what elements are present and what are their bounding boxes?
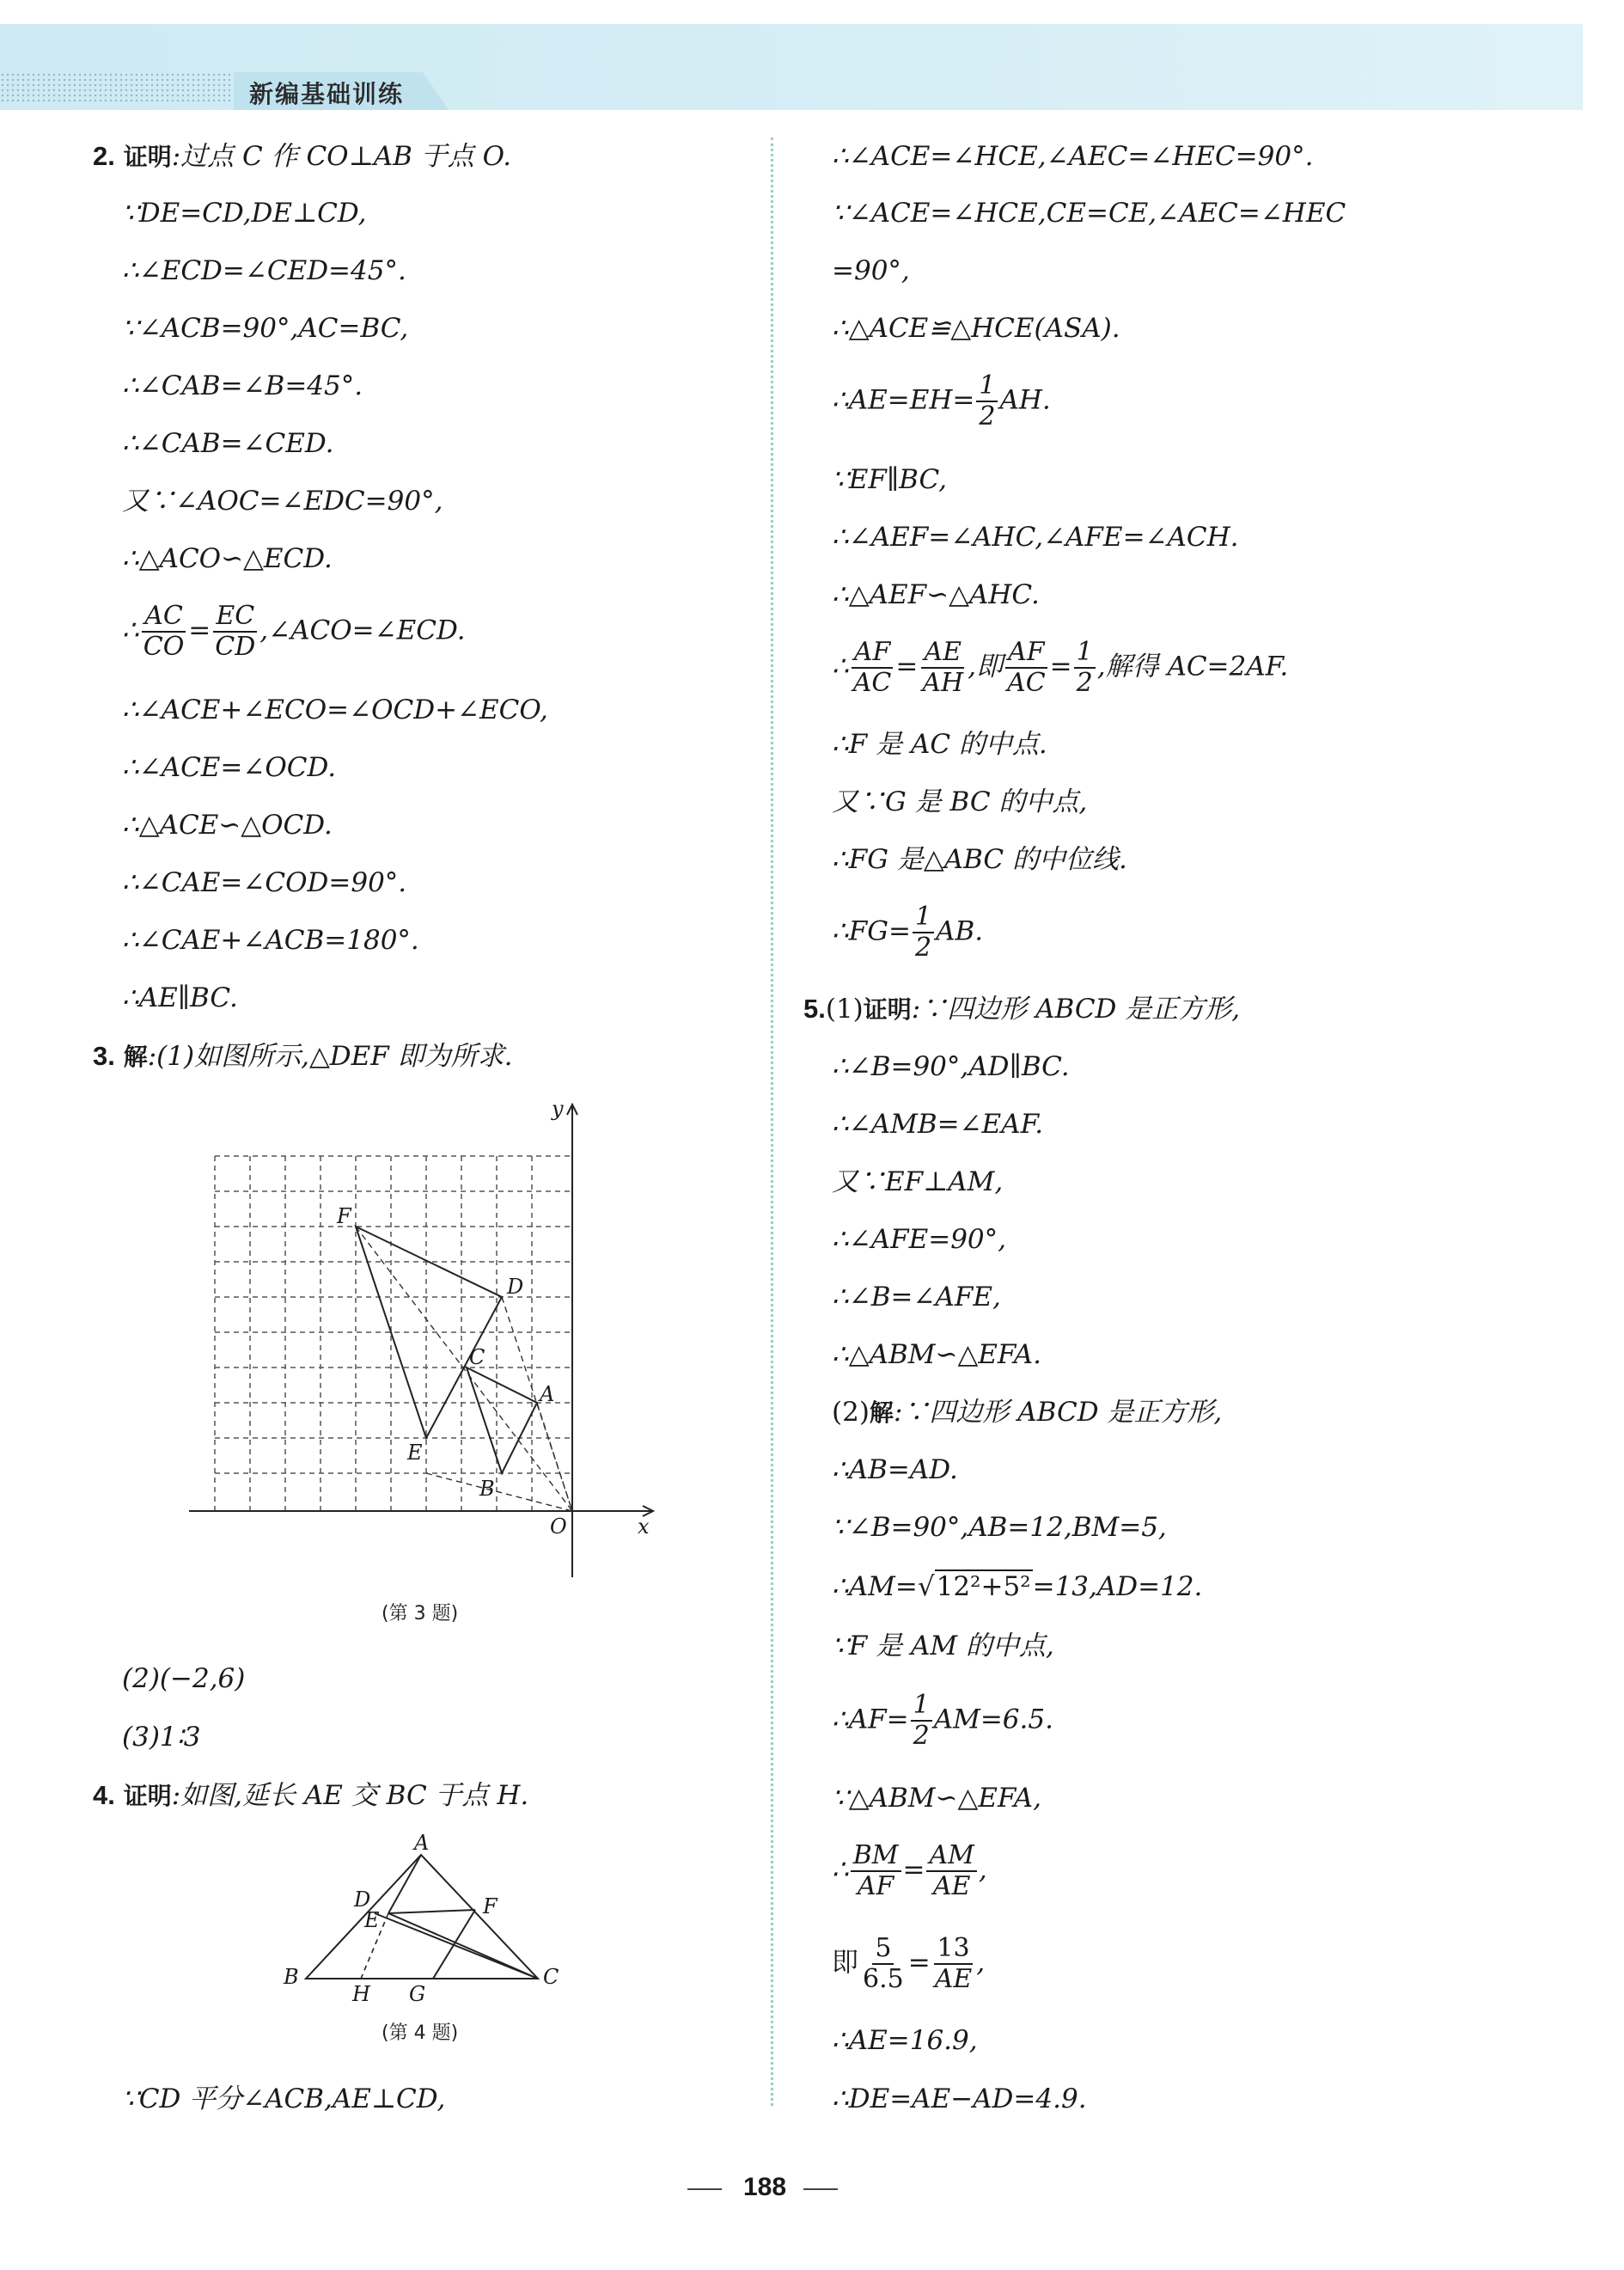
fraction: $\frac{1}{2}$ <box>976 371 998 431</box>
q4-caption: (第 4 题) <box>382 2022 459 2044</box>
q4c-line-2: ∵∠ACE=∠HCE,CE=CE,∠AEC=∠HEC <box>832 198 1346 229</box>
q4c-line-4: ∴△ACE≌△HCE(ASA). <box>832 313 1120 344</box>
label-y: y <box>552 1097 564 1121</box>
q4c-line-11: 又∵G 是 BC 的中点, <box>832 786 1088 817</box>
q2-line-9: ∴ $\frac{AC}{CO}$ = $\frac{EC}{CD}$ ,∠ACO=∠ECD. <box>122 601 466 662</box>
q2-line-15: ∴AE∥BC. <box>122 982 238 1013</box>
q2-line-10: ∴∠ACE+∠ECO=∠OCD+∠ECO, <box>122 694 548 725</box>
q2-line-7: 又∵∠AOC=∠EDC=90°, <box>122 486 443 517</box>
label-D: D <box>507 1275 524 1299</box>
segment-DC <box>375 1913 538 1979</box>
q4-line-1: 4. 证明:如图,延长 AE 交 BC 于点 H. <box>93 1780 529 1811</box>
q3-triangles <box>356 1227 537 1473</box>
label-F: F <box>337 1204 351 1228</box>
q3-grid <box>215 1156 572 1511</box>
label-O: O <box>550 1514 567 1539</box>
label-x: x <box>638 1514 650 1539</box>
label-B: B <box>284 1965 299 1989</box>
q5-line-2: ∴∠B=90°,AD∥BC. <box>832 1051 1070 1082</box>
q5-line-4: 又∵EF⊥AM, <box>832 1166 1004 1197</box>
q5-line-13: ∴AF= $\frac{1}{2}$ AM=6.5. <box>832 1690 1053 1751</box>
q3-line-1: 3. 解:(1)如图所示,△DEF 即为所求. <box>93 1041 513 1072</box>
q5-line-16: 即 $\frac{5}{6.5}$ = $\frac{13}{AE}$ , <box>832 1933 986 1994</box>
label-C: C <box>543 1965 559 1989</box>
q2-line-14: ∴∠CAE+∠ACB=180°. <box>122 925 419 956</box>
q3-part-3: (3)1∶3 <box>122 1722 201 1753</box>
q2-line-2: ∵DE=CD,DE⊥CD, <box>122 198 367 229</box>
q2-line-5: ∴∠CAB=∠B=45°. <box>122 370 363 401</box>
q4-line-2: ∵CD 平分∠ACB,AE⊥CD, <box>122 2083 446 2114</box>
q5-line-8: (2)解:∵四边形 ABCD 是正方形, <box>832 1397 1223 1428</box>
label-E: E <box>407 1441 423 1465</box>
fraction: $\frac{AF}{AC}$ <box>852 637 892 698</box>
q5-line-17: ∴AE=16.9, <box>832 2025 978 2056</box>
header-dot-pattern <box>0 72 232 103</box>
label-A: A <box>540 1382 555 1406</box>
q4c-line-12: ∴FG 是△ABC 的中位线. <box>832 844 1127 875</box>
q4c-line-8: ∴△AEF∽△AHC. <box>832 579 1040 610</box>
fraction: $\frac{AC}{CO}$ <box>143 601 185 662</box>
fraction: $\frac{AE}{AH}$ <box>922 637 964 698</box>
fraction: $\frac{5}{6.5}$ <box>863 1933 904 1994</box>
q2-line-8: ∴△ACO∽△ECD. <box>122 543 333 574</box>
q5-line-11: ∴AM=√12²+5²=13,AD=12. <box>832 1571 1203 1602</box>
q5-line-15: ∴ $\frac{BM}{AF}$ = $\frac{AM}{AE}$ , <box>832 1840 987 1901</box>
segment-EF <box>388 1910 475 1913</box>
q2-line-4: ∵∠ACB=90°,AC=BC, <box>122 313 409 344</box>
q2-line-3: ∴∠ECD=∠CED=45°. <box>122 255 406 286</box>
fraction: $\frac{1}{2}$ <box>1074 638 1096 698</box>
label-E: E <box>364 1908 380 1932</box>
sqrt-sign: √ <box>917 1571 935 1602</box>
q4c-line-13: ∴FG= $\frac{1}{2}$ AB. <box>832 902 984 963</box>
q4c-line-5: ∴AE=EH= $\frac{1}{2}$ AH. <box>832 370 1051 431</box>
q3-part-2: (2)(−2,6) <box>122 1663 246 1694</box>
fraction: $\frac{AM}{AE}$ <box>926 1841 976 1901</box>
label-G: G <box>409 1982 426 2006</box>
q2-line-1: 2. 证明:过点 C 作 CO⊥AB 于点 O. <box>93 141 512 172</box>
q5-line-7: ∴△ABM∽△EFA. <box>832 1339 1041 1370</box>
q5-line-12: ∵F 是 AM 的中点, <box>832 1631 1054 1661</box>
q4c-line-3: =90°, <box>832 255 910 286</box>
q5-line-5: ∴∠AFE=90°, <box>832 1224 1006 1255</box>
fraction: $\frac{1}{2}$ <box>913 902 934 963</box>
q5-line-6: ∴∠B=∠AFE, <box>832 1282 1001 1312</box>
label-C: C <box>469 1345 485 1369</box>
q3-coordinate-figure <box>180 1092 670 1582</box>
fraction: $\frac{AF}{AC}$ <box>1007 637 1046 698</box>
q4c-line-9: ∴ $\frac{AF}{AC}$ = $\frac{AE}{AH}$ ,即 $\frac{AF}{AC}$ = $\frac{1}{2}$ ,解得 AC=2AF. <box>832 637 1289 698</box>
q2-line-13: ∴∠CAE=∠COD=90°. <box>122 867 407 898</box>
fraction: $\frac{1}{2}$ <box>911 1691 932 1751</box>
q4-triangle-figure <box>275 1831 576 2011</box>
page-number-dash-left <box>687 2188 722 2190</box>
q3-caption: (第 3 题) <box>382 1603 459 1624</box>
triangle-ABC <box>467 1368 537 1473</box>
q4c-line-1: ∴∠ACE=∠HCE,∠AEC=∠HEC=90°. <box>832 141 1314 172</box>
label-D: D <box>354 1888 371 1912</box>
label-F: F <box>483 1894 498 1918</box>
q5-line-3: ∴∠AMB=∠EAF. <box>832 1109 1044 1140</box>
q4c-line-7: ∴∠AEF=∠AHC,∠AFE=∠ACH. <box>832 522 1239 553</box>
q4c-line-10: ∴F 是 AC 的中点. <box>832 729 1047 760</box>
fraction: $\frac{13}{AE}$ <box>934 1933 973 1994</box>
q4c-line-6: ∵EF∥BC, <box>832 464 948 495</box>
triangle-ABC <box>306 1855 538 1979</box>
q2-line-12: ∴△ACE∽△OCD. <box>122 810 333 841</box>
q5-line-9: ∴AB=AD. <box>832 1454 958 1485</box>
fraction: $\frac{EC}{CD}$ <box>215 601 256 662</box>
q5-line-1: 5.(1)证明:∵四边形 ABCD 是正方形, <box>803 994 1241 1025</box>
radicand: 12²+5² <box>936 1571 1031 1602</box>
label-B: B <box>479 1477 495 1501</box>
label-H: H <box>352 1982 370 2006</box>
q3-axes <box>189 1104 653 1577</box>
column-divider <box>771 138 773 2106</box>
q2-line-6: ∴∠CAB=∠CED. <box>122 428 334 459</box>
page-number-dash-right <box>803 2188 838 2190</box>
q5-line-14: ∵△ABM∽△EFA, <box>832 1783 1041 1814</box>
header-title: 新编基础训练 <box>249 80 405 108</box>
q5-line-18: ∴DE=AE−AD=4.9. <box>832 2083 1087 2114</box>
fraction: $\frac{BM}{AF}$ <box>851 1841 901 1901</box>
q2-line-11: ∴∠ACE=∠OCD. <box>122 752 337 783</box>
q5-line-10: ∵∠B=90°,AB=12,BM=5, <box>832 1512 1167 1543</box>
label-A: A <box>414 1831 430 1855</box>
page-number: 188 <box>743 2173 787 2201</box>
